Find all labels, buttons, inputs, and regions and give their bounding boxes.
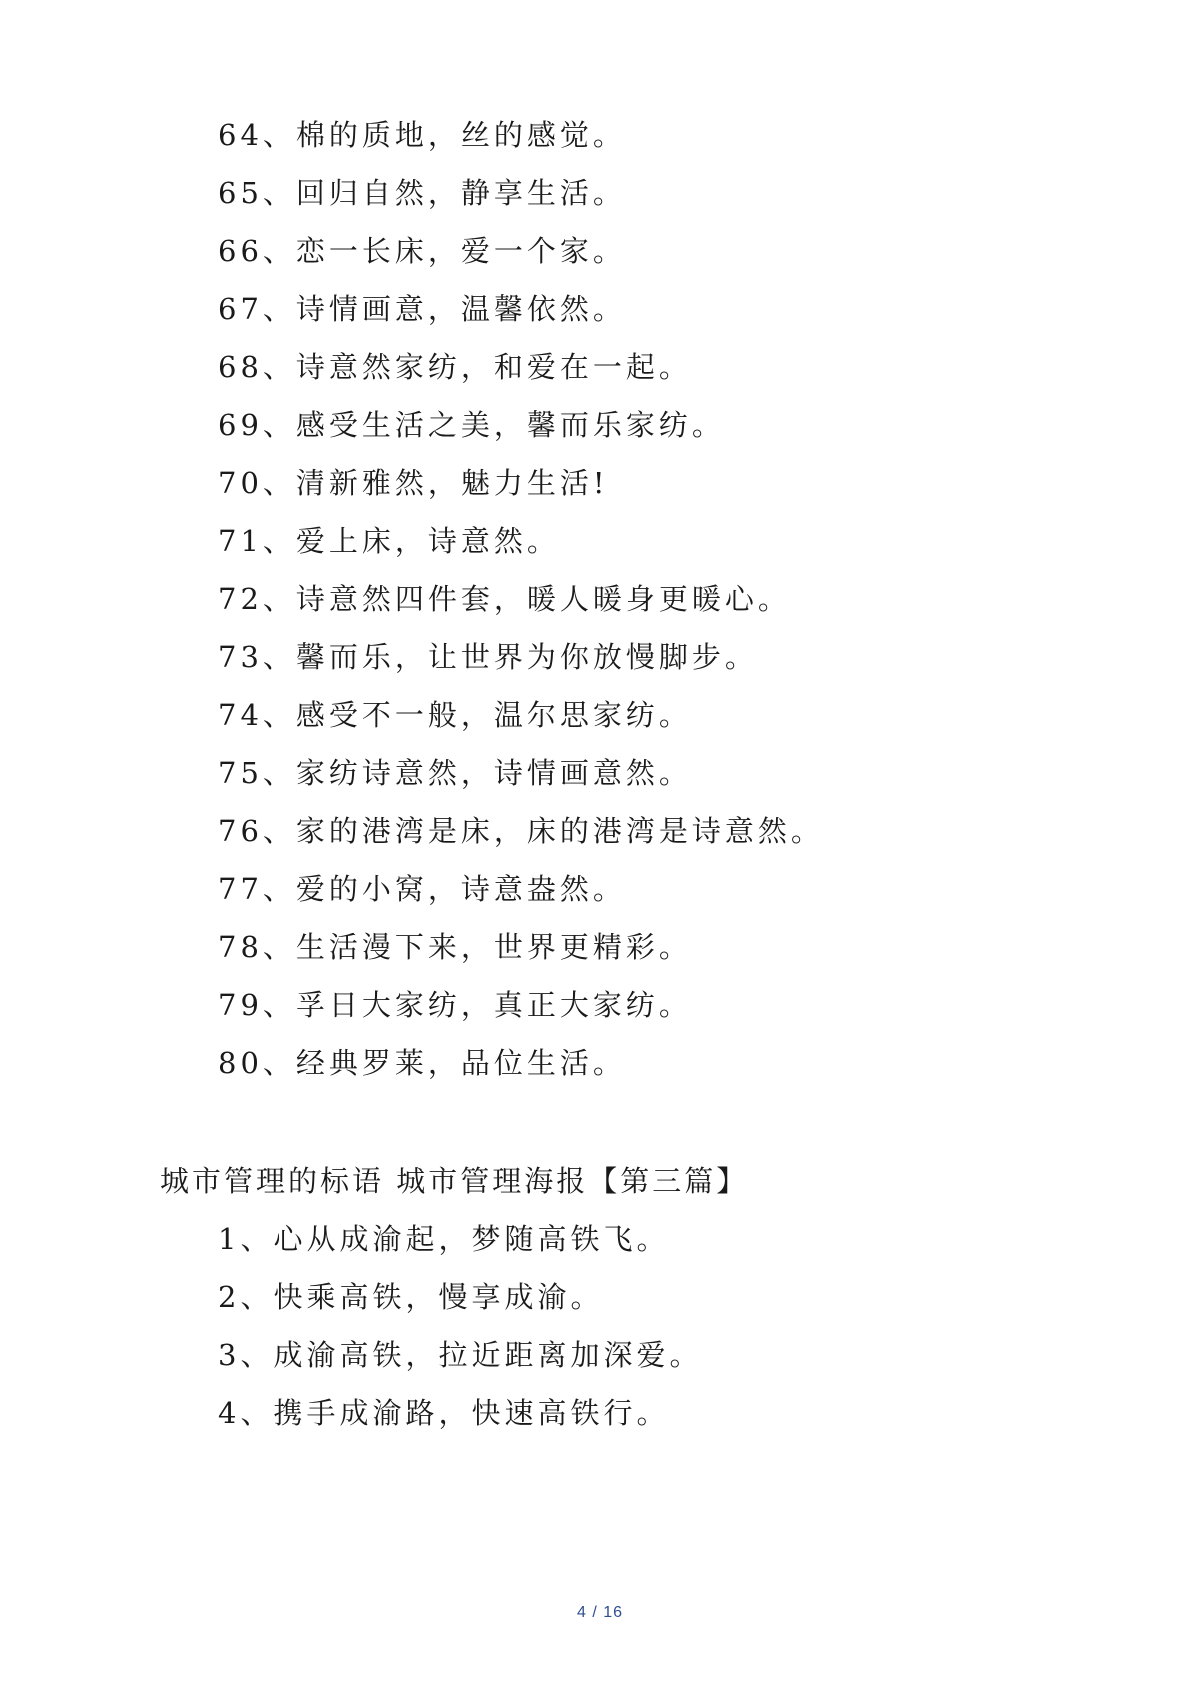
list-item: 65、回归自然，静享生活。 [218, 176, 626, 210]
list-item: 69、感受生活之美，馨而乐家纺。 [218, 408, 725, 442]
list-item: 75、家纺诗意然，诗情画意然。 [218, 756, 692, 790]
list-item: 79、孚日大家纺，真正大家纺。 [218, 988, 692, 1022]
list-item: 67、诗情画意，温馨依然。 [218, 292, 626, 326]
list-item: 1、心从成渝起，梦随高铁飞。 [218, 1222, 670, 1256]
list-item: 4、携手成渝路，快速高铁行。 [218, 1396, 670, 1430]
list-item: 77、爱的小窝，诗意盎然。 [218, 872, 626, 906]
list-item: 68、诗意然家纺，和爱在一起。 [218, 350, 692, 384]
list-item: 80、经典罗莱，品位生活。 [218, 1046, 626, 1080]
list-item: 72、诗意然四件套，暖人暖身更暖心。 [218, 582, 791, 616]
section-heading: 城市管理的标语 城市管理海报【第三篇】 [160, 1164, 749, 1198]
list-item: 74、感受不一般，温尔思家纺。 [218, 698, 692, 732]
list-item: 64、棉的质地，丝的感觉。 [218, 118, 626, 152]
list-item: 76、家的港湾是床，床的港湾是诗意然。 [218, 814, 824, 848]
page-number: 4 / 16 [576, 1604, 624, 1621]
list-item: 71、爱上床，诗意然。 [218, 524, 560, 558]
list-item: 3、成渝高铁，拉近距离加深爱。 [218, 1338, 703, 1372]
list-item: 70、清新雅然，魅力生活! [218, 466, 609, 500]
list-item: 66、恋一长床，爱一个家。 [218, 234, 626, 268]
list-item: 78、生活漫下来，世界更精彩。 [218, 930, 692, 964]
list-item: 73、馨而乐，让世界为你放慢脚步。 [218, 640, 758, 674]
list-item: 2、快乘高铁，慢享成渝。 [218, 1280, 604, 1314]
